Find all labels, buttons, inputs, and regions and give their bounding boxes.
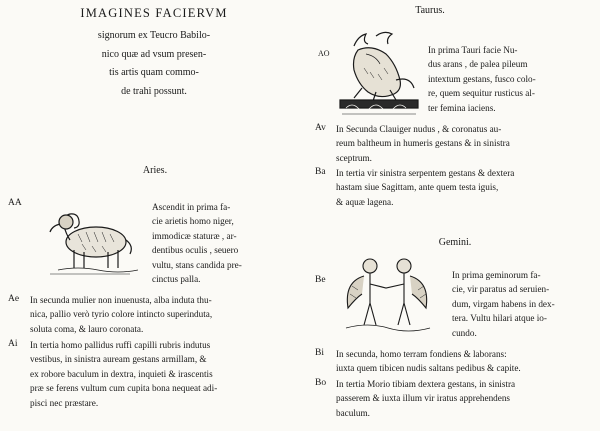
text-line: re, quem sequitur rusticus al- bbox=[428, 88, 535, 99]
text-line: cinctus palla. bbox=[152, 274, 201, 285]
text-line: In prima geminorum fa- bbox=[452, 270, 541, 280]
text-line: dum, virgam habens in dex- bbox=[452, 298, 555, 309]
intro-line: signorum ex Teucro Babilo- bbox=[97, 30, 211, 41]
text-line: cie, vir paratus ad seruien- bbox=[452, 284, 550, 295]
taurus-second-mark: Av bbox=[315, 123, 326, 133]
text-line: intextum gestans, fusco colo- bbox=[428, 73, 536, 84]
text-line: In Secunda Clauiger nudus , & coronatus au- bbox=[336, 124, 502, 134]
text-line: iuxta quem tibicen nudis saltans pedibus & capite. bbox=[336, 363, 521, 374]
twins-icon bbox=[340, 254, 436, 334]
taurus-second-face bbox=[336, 122, 510, 165]
text-line: dentibus oculis , seuero bbox=[152, 245, 239, 256]
text-line: vestibus, in sinistra auream gestans armillam, & bbox=[30, 354, 207, 365]
text-line: sceptrum. bbox=[336, 152, 372, 163]
text-line: Ascendit in prima fa- bbox=[152, 202, 231, 212]
text-line: immodicæ staturæ , ar- bbox=[152, 230, 237, 241]
gemini-third-mark: Bo bbox=[315, 378, 327, 388]
intro-line: de trahi possunt. bbox=[121, 85, 187, 97]
text-line: cundo. bbox=[452, 327, 477, 338]
text-line: dus arans , de palea pileum bbox=[428, 59, 528, 70]
aries-heading: Aries. bbox=[142, 165, 168, 176]
gemini-first-mark: Be bbox=[315, 275, 326, 285]
text-line: soluta coma, & lauro coronata. bbox=[30, 323, 144, 334]
text-line: baculum. bbox=[336, 407, 370, 418]
gemini-heading: Gemini. bbox=[438, 237, 472, 248]
ram-icon bbox=[38, 200, 138, 280]
intro-line: tis artis quam commo- bbox=[109, 67, 199, 78]
taurus-first-face bbox=[428, 43, 536, 115]
text-line: hastam siue Sagittam, ante quem testa iguis, bbox=[336, 182, 499, 193]
gemini-third-face bbox=[336, 377, 515, 420]
ram-illustration bbox=[38, 200, 138, 280]
text-line: In prima Tauri facie Nu- bbox=[428, 45, 518, 55]
aries-third-mark: Ai bbox=[8, 339, 18, 349]
text-line: præ se ferens vultum cum cupita bona nequeat adi- bbox=[30, 383, 218, 394]
gemini-first-face bbox=[452, 268, 555, 340]
intro-text bbox=[54, 27, 254, 101]
text-line: pisci nec præstare. bbox=[30, 397, 99, 408]
aries-second-face bbox=[30, 293, 212, 336]
text-line: nica, pallio verò tyrio colore intincto superinduta, bbox=[30, 309, 213, 320]
page-title: IMAGINES FACIERVM bbox=[80, 6, 228, 20]
text-line: ex robore baculum in dextra, inquieti & irascentis bbox=[30, 368, 213, 379]
text-line: In tertia homo pallidus ruffi capilli rubris indutus bbox=[30, 340, 211, 350]
text-line: cie arietis homo niger, bbox=[152, 216, 234, 227]
text-line: In tertia Morio tibiam dextera gestans, in sinistra bbox=[336, 379, 516, 389]
text-line: vultu, stans candida pre- bbox=[152, 259, 242, 270]
text-line: In secunda, homo terram fondiens & laborans: bbox=[336, 349, 507, 359]
text-line: ter femina iaciens. bbox=[428, 102, 496, 113]
intro-line: nico quæ ad vsum presen- bbox=[101, 48, 207, 60]
bull-illustration bbox=[336, 28, 422, 120]
gemini-second-mark: Bi bbox=[315, 348, 324, 358]
text-line: & aquæ lagena. bbox=[336, 196, 394, 207]
taurus-third-face bbox=[336, 166, 514, 209]
text-line: tera. Vultu hilari atque io- bbox=[452, 313, 547, 324]
aries-second-mark: Ae bbox=[8, 294, 20, 304]
taurus-third-mark: Ba bbox=[315, 167, 326, 177]
text-line: In secunda mulier non inuenusta, alba induta thu- bbox=[30, 295, 212, 305]
text-line: In tertia vir sinistra serpentem gestans & dextera bbox=[336, 168, 515, 178]
gemini-second-face bbox=[336, 347, 521, 376]
aries-first-face bbox=[152, 200, 242, 286]
taurus-heading: Taurus. bbox=[415, 5, 445, 16]
aries-third-face bbox=[30, 338, 217, 410]
bull-icon bbox=[336, 28, 422, 120]
text-line: reum baltheum in humeris gestans & in sinistra bbox=[336, 138, 510, 149]
taurus-first-mark: AO bbox=[318, 49, 330, 58]
aries-first-mark: AA bbox=[8, 198, 22, 208]
twins-illustration bbox=[340, 254, 436, 334]
text-line: passerem & iuxta illum vir iratus apprehendens bbox=[336, 393, 511, 404]
